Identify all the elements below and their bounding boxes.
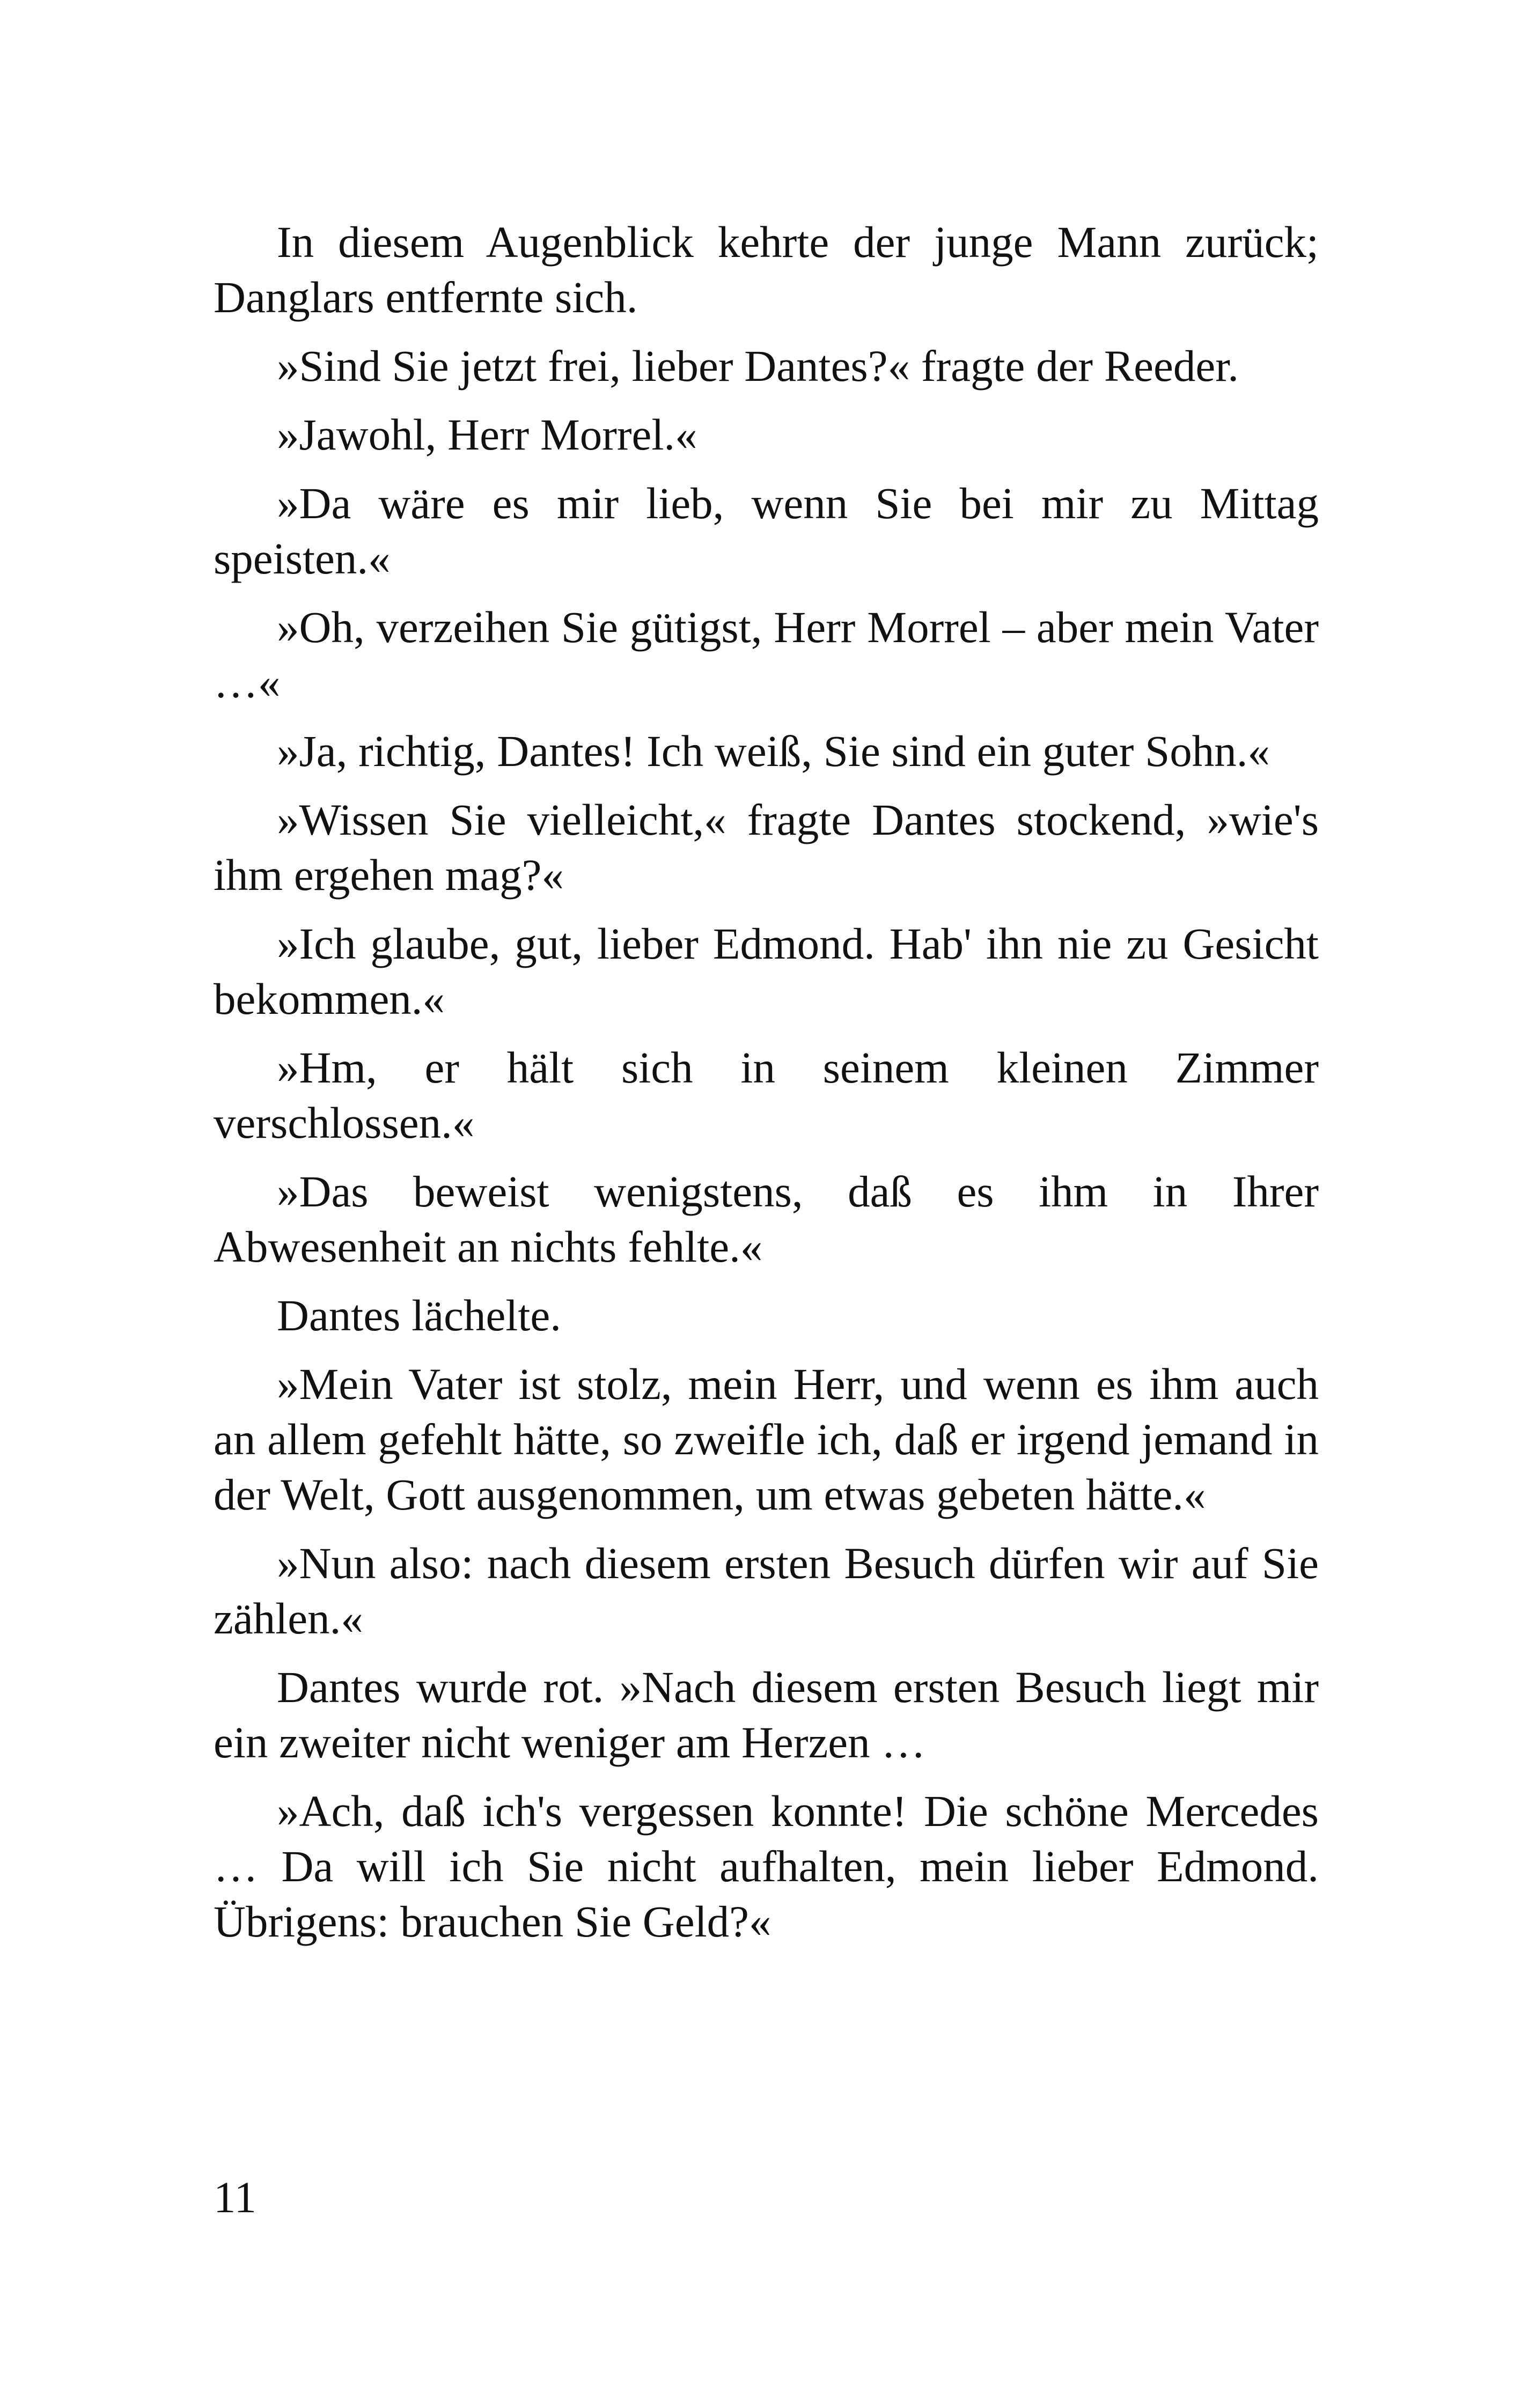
paragraph: »Nun also: nach diesem ersten Besuch dürfen wir auf Sie zählen.« [214, 1538, 1319, 1643]
paragraph: Dantes lächelte. [277, 1291, 562, 1340]
paragraph: »Mein Vater ist stolz, mein Herr, und wenn es ihm auch an allem gefehlt hätte, so zweifle ich, daß er irgend jemand in der Welt, Gott ausgenommen, um etwas gebeten hätte.« [214, 1359, 1319, 1519]
paragraph: »Jawohl, Herr Morrel.« [277, 410, 697, 459]
paragraph: »Hm, er hält sich in seinem kleinen Zimmer verschlossen.« [214, 1043, 1319, 1147]
page-number: 11 [214, 2173, 256, 2222]
paragraph: In diesem Augenblick kehrte der junge Mann zurück; Danglars entfernte sich. [214, 217, 1319, 322]
paragraph: »Ich glaube, gut, lieber Edmond. Hab' ihn nie zu Gesicht bekommen.« [214, 919, 1319, 1023]
paragraph: Dantes wurde rot. »Nach diesem ersten Besuch liegt mir ein zweiter nicht weniger am Herzen … [214, 1662, 1319, 1767]
paragraph: »Ach, daß ich's vergessen konnte! Die schöne Mercedes … Da will ich Sie nicht aufhalten, mein lieber Edmond. Übrigens: brauchen Sie Geld?« [214, 1786, 1319, 1946]
paragraph: »Wissen Sie vielleicht,« fragte Dantes stockend, »wie's ihm ergehen mag?« [214, 795, 1319, 900]
paragraph: »Oh, verzeihen Sie gütigst, Herr Morrel – aber mein Vater …« [214, 602, 1319, 707]
paragraph: »Sind Sie jetzt frei, lieber Dantes?« fragte der Reeder. [277, 341, 1239, 391]
paragraph: »Da wäre es mir lieb, wenn Sie bei mir zu Mittag speisten.« [214, 478, 1319, 583]
paragraph: »Ja, richtig, Dantes! Ich weiß, Sie sind ein guter Sohn.« [277, 726, 1270, 776]
body-text [214, 215, 1319, 1963]
paragraph: »Das beweist wenigstens, daß es ihm in Ihrer Abwesenheit an nichts fehlte.« [214, 1167, 1319, 1271]
